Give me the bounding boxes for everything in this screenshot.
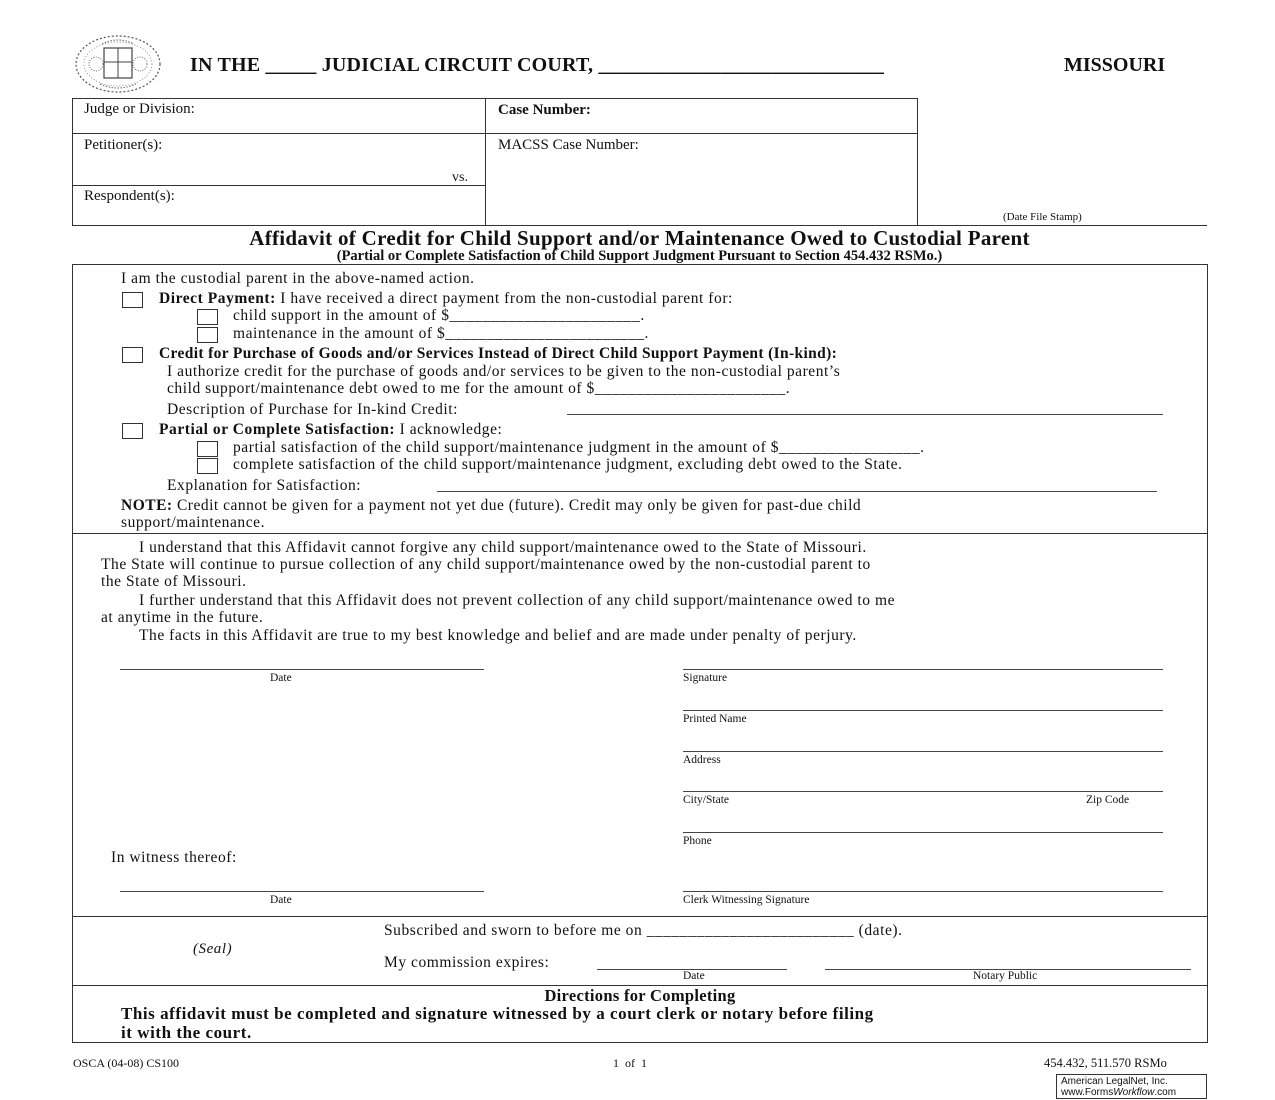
city-state-zip-field[interactable] [683, 791, 1163, 792]
complete-satisfaction-checkbox[interactable] [197, 458, 218, 474]
child-support-checkbox[interactable] [197, 309, 218, 325]
partial-satisfaction-row [233, 439, 925, 457]
partial-satisfaction-label: partial satisfaction of the child support/maintenance judgment in the amount of $ [233, 439, 780, 456]
note-line-2: support/maintenance. [121, 514, 265, 531]
maintenance-label: maintenance in the amount of $ [233, 325, 446, 342]
child-support-amount-field[interactable]: _______________________. [449, 307, 645, 324]
clerk-signature-label: Clerk Witnessing Signature [683, 894, 810, 906]
petitioner-field[interactable] [84, 156, 444, 182]
commission-label: My commission expires: [384, 954, 550, 971]
clerk-signature-field[interactable] [683, 891, 1163, 892]
publisher-name: American LegalNet, Inc. [1061, 1076, 1168, 1087]
signature-field[interactable] [683, 669, 1163, 670]
in-kind-authorization-text: I authorize credit for the purchase of goods and/or services to be given to the non-custodial parent’s [167, 363, 841, 380]
zip-code-label: Zip Code [1086, 794, 1130, 806]
in-kind-credit-checkbox[interactable] [122, 347, 143, 363]
subscribed-label: Subscribed and sworn to before me on [384, 922, 643, 939]
court-prefix: IN THE [190, 54, 261, 76]
macss-case-number-field[interactable] [498, 158, 908, 218]
printed-name-field[interactable] [683, 710, 1163, 711]
direct-payment-label: Direct Payment: [159, 290, 276, 307]
ack-para3: The facts in this Affidavit are true to my best knowledge and belief and are made under penalty of perjury. [139, 627, 857, 644]
explanation-field[interactable] [437, 491, 1157, 492]
maintenance-amount-field[interactable]: ________________________. [445, 325, 649, 342]
phone-field[interactable] [683, 832, 1163, 833]
subscribed-row [384, 922, 903, 940]
ack-para2-line1: I further understand that this Affidavit does not prevent collection of any child support/maintenance owed to me [139, 592, 896, 609]
notary-public-label: Notary Public [973, 970, 1038, 982]
date-suffix: (date). [858, 922, 903, 939]
court-heading [190, 54, 884, 77]
partial-satisfaction-checkbox[interactable] [197, 441, 218, 457]
child-support-label: child support in the amount of $ [233, 307, 450, 324]
directions-line-2: it with the court. [121, 1023, 252, 1042]
ack-para1-line3: the State of Missouri. [101, 573, 247, 590]
satisfaction-checkbox[interactable] [122, 423, 143, 439]
directions-heading: Directions for Completing [544, 986, 736, 1005]
witness-date-field[interactable] [120, 891, 484, 892]
case-number-label: Case Number: [498, 102, 591, 118]
respondent-field[interactable] [84, 205, 474, 223]
satisfaction-label: Partial or Complete Satisfaction: [159, 421, 396, 438]
subscribed-date-field[interactable]: _________________________ [646, 922, 855, 939]
form-subtitle: (Partial or Complete Satisfaction of Child Support Judgment Pursuant to Section 454.432 RSMo.) [336, 248, 943, 264]
witness-label: In witness thereof: [111, 849, 237, 866]
printed-name-label: Printed Name [683, 713, 747, 725]
city-state-label: City/State [683, 794, 729, 806]
in-kind-amount-label: child support/maintenance debt owed to me for the amount of $ [167, 380, 595, 397]
direct-payment-text: I have received a direct payment from the non-custodial parent for: [280, 290, 733, 307]
form-title: Affidavit of Credit for Child Support and/or Maintenance Owed to Custodial Parent [249, 226, 1030, 250]
custodial-parent-statement: I am the custodial parent in the above-named action. [121, 270, 475, 287]
commission-row [384, 954, 549, 972]
statute-reference: 454.432, 511.570 RSMo [1044, 1056, 1167, 1070]
county-field[interactable]: ____________________________ [598, 54, 885, 76]
in-kind-description-label: Description of Purchase for In-kind Credit: [167, 401, 458, 418]
ack-para1-line1: I understand that this Affidavit cannot forgive any child support/maintenance owed to the State of Missouri. [139, 539, 867, 556]
affiant-date-field[interactable] [120, 669, 484, 670]
seal-label: (Seal) [193, 941, 233, 957]
maintenance-checkbox[interactable] [197, 327, 218, 343]
case-number-field[interactable] [630, 100, 910, 130]
in-kind-credit-label: Credit for Purchase of Goods and/or Services Instead of Direct Child Support Payment (In-kind): [159, 345, 838, 362]
note-text: Credit cannot be given for a payment not yet due (future). Credit may only be given for past-due child [176, 497, 862, 514]
court-name: JUDICIAL CIRCUIT COURT, [321, 54, 594, 76]
explanation-label: Explanation for Satisfaction: [167, 477, 362, 494]
judge-division-field[interactable] [230, 100, 480, 130]
date-file-stamp-label: (Date File Stamp) [1003, 211, 1082, 223]
page-number: 1 of 1 [613, 1056, 647, 1070]
judge-division-label: Judge or Division: [84, 101, 195, 117]
circuit-number-field[interactable]: _____ [265, 54, 317, 76]
note-line-1 [121, 497, 861, 515]
signature-label: Signature [683, 672, 728, 684]
petitioner-label: Petitioner(s): [84, 137, 163, 153]
note-label: NOTE: [121, 497, 173, 514]
commission-date-label: Date [683, 970, 705, 982]
satisfaction-text: I acknowledge: [399, 421, 503, 438]
witness-date-label: Date [270, 894, 292, 906]
publisher-url[interactable]: www.FormsWorkflow.com [1061, 1087, 1177, 1098]
in-kind-amount-row [167, 380, 790, 398]
in-kind-amount-field[interactable]: _______________________. [594, 380, 791, 397]
directions-line-1: This affidavit must be completed and signature witnessed by a court clerk or notary before filing [121, 1004, 874, 1023]
child-support-row [233, 307, 645, 325]
publisher-badge [1056, 1074, 1207, 1099]
macss-case-number-label: MACSS Case Number: [498, 137, 639, 153]
in-kind-description-field[interactable] [567, 414, 1163, 415]
state-name: MISSOURI [1064, 54, 1166, 76]
satisfaction-row [159, 421, 502, 439]
vs-label: vs. [452, 170, 468, 185]
form-id: OSCA (04-08) CS100 [73, 1056, 180, 1070]
address-label: Address [683, 754, 721, 766]
direct-payment-row [159, 290, 733, 308]
ack-para2-line2: at anytime in the future. [101, 609, 264, 626]
complete-satisfaction-label: complete satisfaction of the child support/maintenance judgment, excluding debt owed to the State. [233, 456, 903, 473]
affiant-date-label: Date [270, 672, 292, 684]
phone-label: Phone [683, 835, 712, 847]
ack-para1-line2: The State will continue to pursue collection of any child support/maintenance owed by the non-custodial parent to [101, 556, 871, 573]
partial-satisfaction-amount-field[interactable]: _________________. [779, 439, 925, 456]
missouri-seal-icon [74, 34, 162, 94]
direct-payment-checkbox[interactable] [122, 292, 143, 308]
respondent-label: Respondent(s): [84, 188, 175, 204]
maintenance-row [233, 325, 649, 343]
address-field[interactable] [683, 751, 1163, 752]
